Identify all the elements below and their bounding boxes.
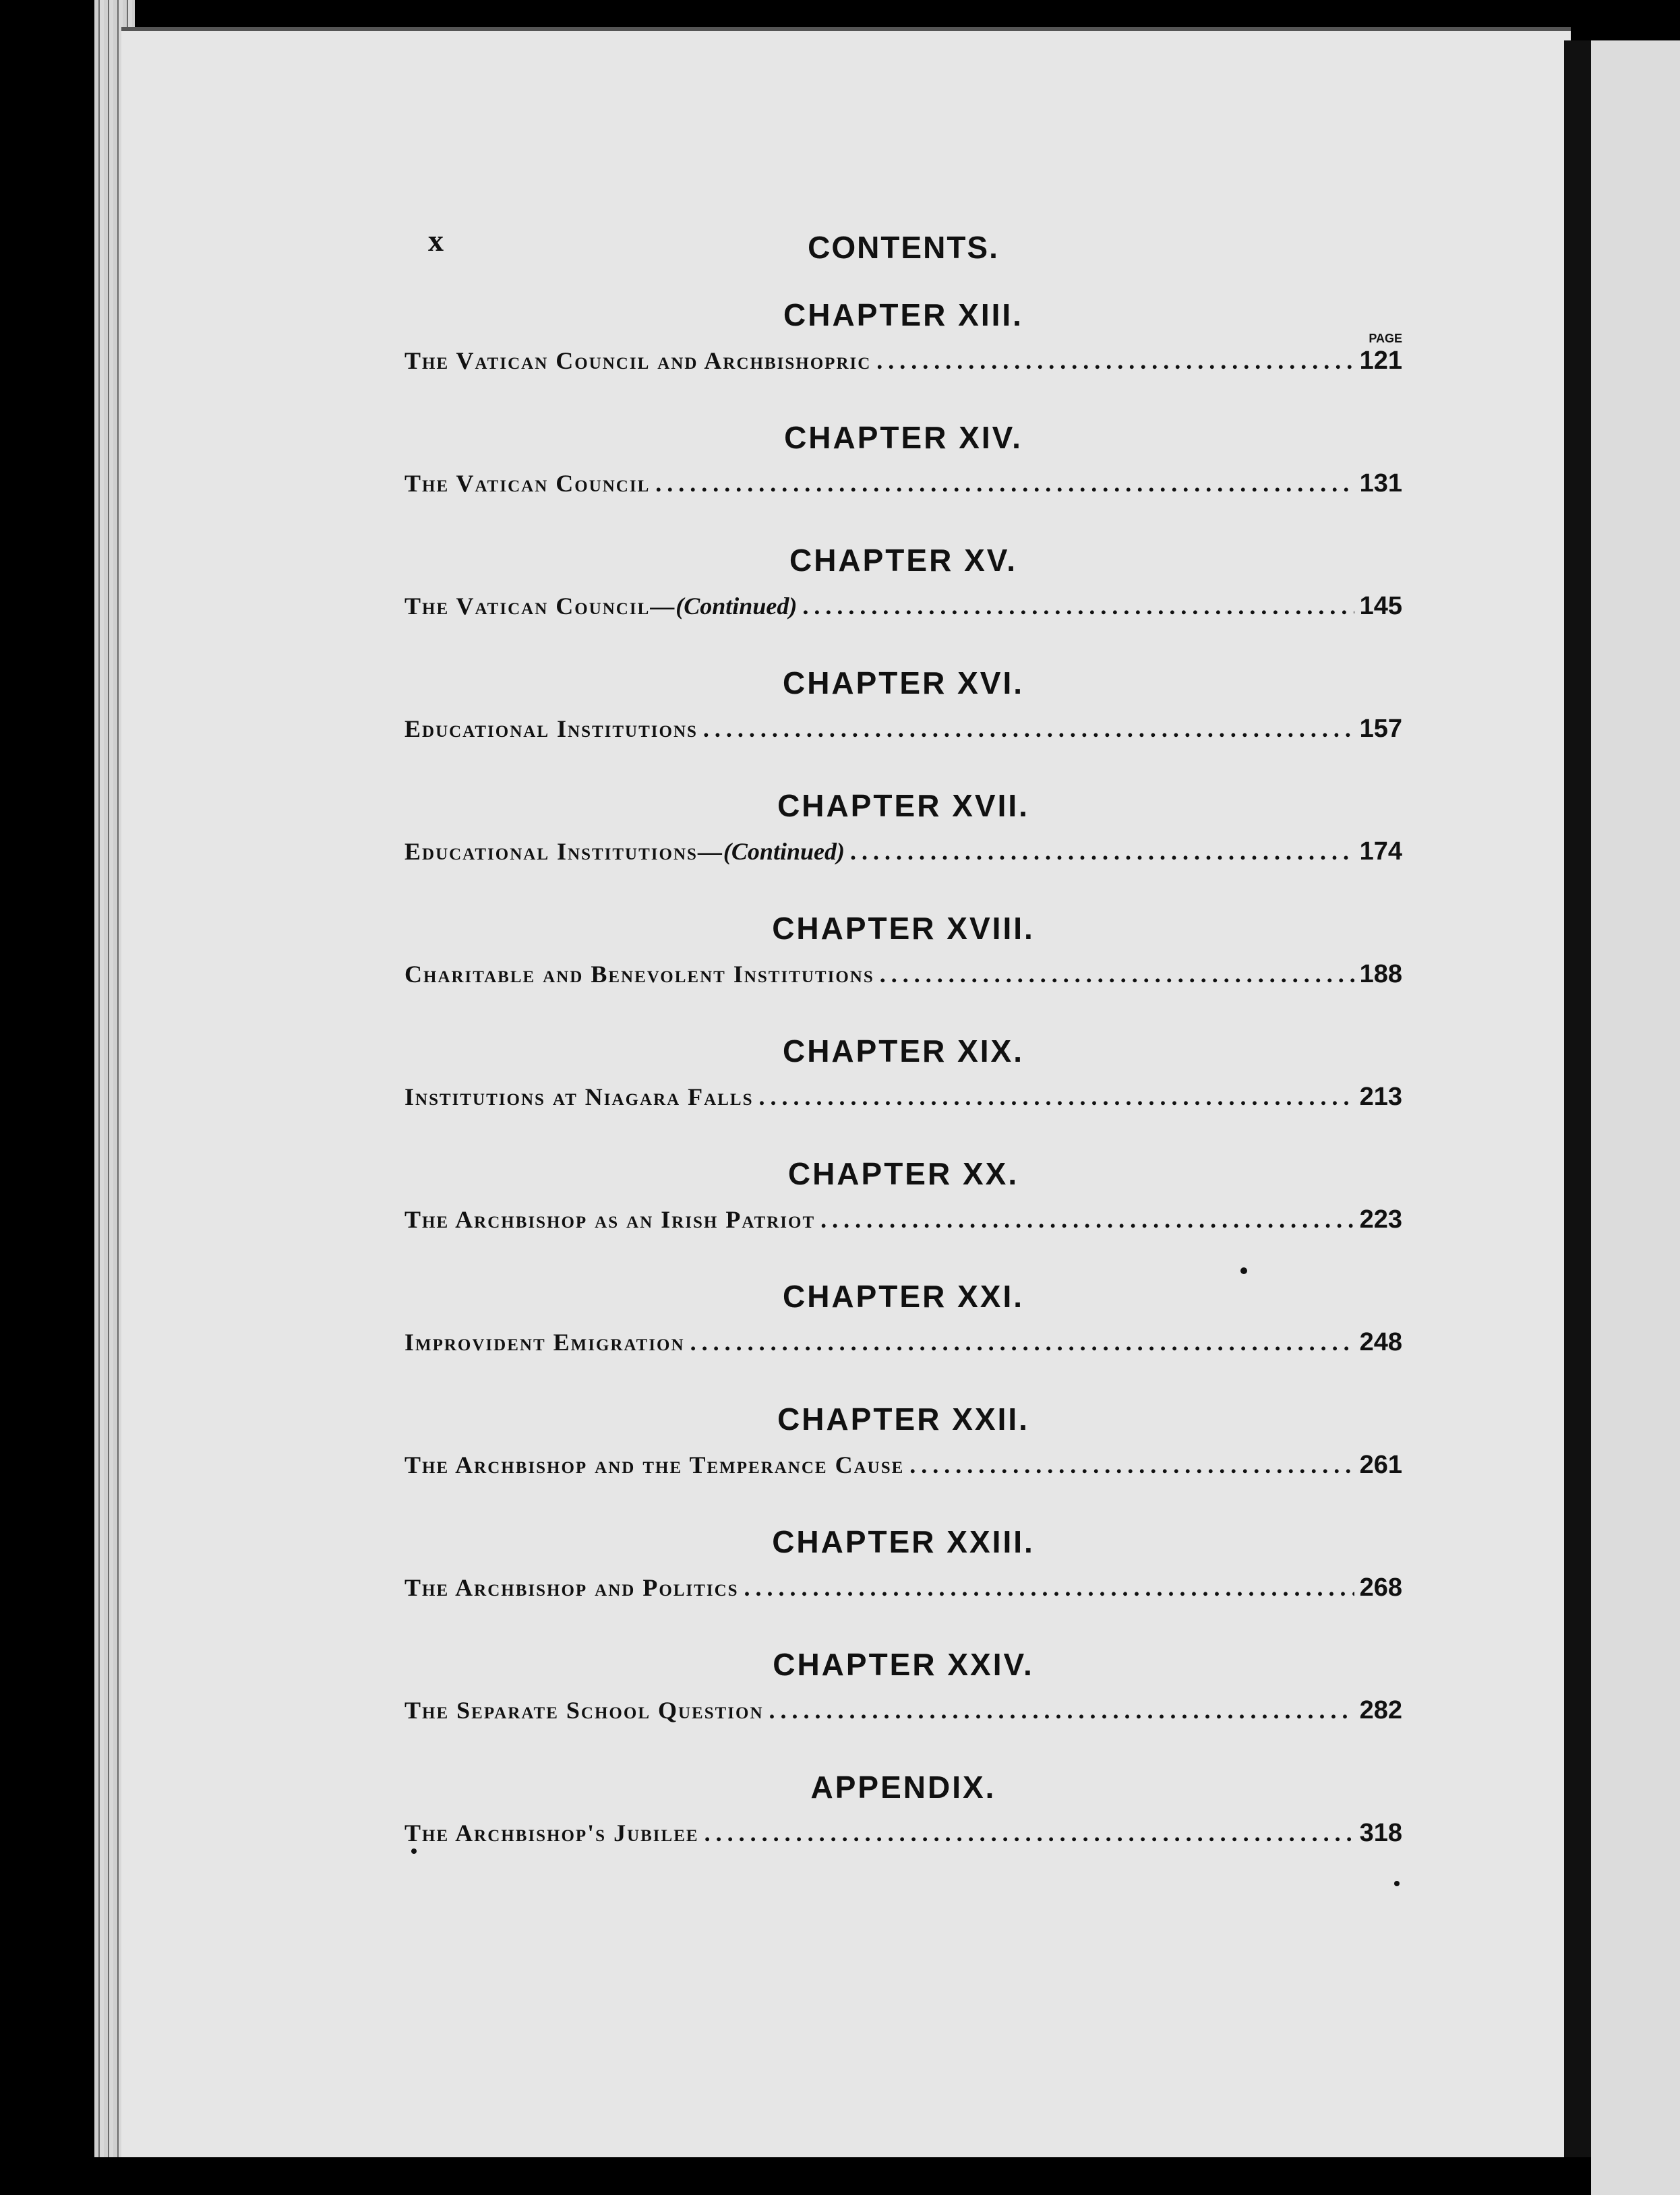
chapter-heading: CHAPTER XVI. bbox=[782, 665, 1025, 700]
toc-entry bbox=[404, 1033, 1402, 1155]
toc-entry bbox=[404, 1524, 1402, 1646]
toc-line bbox=[404, 1451, 1402, 1480]
running-title: CONTENTS. bbox=[808, 230, 999, 265]
toc-line bbox=[404, 592, 1402, 621]
toc-line bbox=[404, 1205, 1402, 1234]
page-reference: 145 bbox=[1359, 592, 1402, 620]
toc-line bbox=[404, 715, 1402, 744]
chapter-heading: CHAPTER XVII. bbox=[777, 788, 1029, 823]
chapter-title: The Archbishop and the Temperance Cause bbox=[404, 1451, 905, 1478]
page-reference: 318 bbox=[1359, 1819, 1402, 1847]
chapter-title: The Vatican Council bbox=[404, 470, 651, 497]
page-reference: 261 bbox=[1359, 1451, 1402, 1479]
dot-leader bbox=[690, 1328, 1354, 1356]
dot-leader bbox=[802, 592, 1354, 620]
page-reference: 248 bbox=[1359, 1328, 1402, 1356]
toc-line bbox=[404, 1696, 1402, 1725]
chapter-heading: CHAPTER XIII. bbox=[783, 297, 1023, 332]
toc-line bbox=[404, 1573, 1402, 1602]
dot-leader bbox=[820, 1205, 1354, 1234]
page-header bbox=[404, 216, 1402, 297]
toc-entry bbox=[404, 665, 1402, 787]
toc-entry-appendix bbox=[404, 1769, 1402, 1892]
page-reference: 268 bbox=[1359, 1573, 1402, 1602]
appendix-title: The Archbishop's Jubilee bbox=[404, 1820, 699, 1846]
toc-line bbox=[404, 1328, 1402, 1357]
chapter-heading: CHAPTER XV. bbox=[789, 543, 1018, 578]
chapter-heading: CHAPTER XIX. bbox=[782, 1033, 1025, 1069]
dot-leader bbox=[655, 469, 1354, 498]
chapter-title: Improvident Emigration bbox=[404, 1329, 685, 1356]
toc-entry bbox=[404, 1278, 1402, 1401]
chapter-title: The Archbishop and Politics bbox=[404, 1574, 739, 1601]
page-reference: 157 bbox=[1359, 715, 1402, 743]
toc-entry bbox=[404, 297, 1402, 419]
dot-leader bbox=[876, 347, 1354, 375]
chapter-heading: CHAPTER XXIV. bbox=[773, 1647, 1034, 1682]
dot-leader bbox=[758, 1083, 1354, 1111]
toc-entry bbox=[404, 910, 1402, 1033]
toc-line bbox=[404, 347, 1402, 375]
chapter-heading: CHAPTER XXIII. bbox=[772, 1524, 1035, 1559]
page-number: x bbox=[428, 223, 444, 258]
dot-leader bbox=[744, 1573, 1354, 1602]
page-reference: 213 bbox=[1359, 1083, 1402, 1111]
toc-entry bbox=[404, 1646, 1402, 1769]
toc-entry bbox=[404, 419, 1402, 542]
toc-entry bbox=[404, 1401, 1402, 1524]
chapter-heading: CHAPTER XX. bbox=[787, 1156, 1019, 1191]
page-reference: 174 bbox=[1359, 837, 1402, 866]
toc-line bbox=[404, 960, 1402, 989]
table-of-contents bbox=[404, 297, 1402, 1892]
appendix-heading: APPENDIX. bbox=[810, 1770, 996, 1805]
chapter-title: The Archbishop as an Irish Patriot bbox=[404, 1206, 816, 1233]
scan-border bbox=[0, 2157, 1591, 2195]
page-reference: 223 bbox=[1359, 1205, 1402, 1234]
book-gutter bbox=[1564, 40, 1591, 2157]
dot-leader bbox=[704, 1819, 1354, 1847]
toc-line bbox=[404, 469, 1402, 498]
chapter-heading: CHAPTER XVIII. bbox=[772, 911, 1035, 946]
chapter-title: The Separate School Question bbox=[404, 1697, 764, 1724]
chapter-heading: CHAPTER XIV. bbox=[784, 420, 1023, 455]
dot-leader bbox=[880, 960, 1354, 988]
chapter-title: Institutions at Niagara Falls bbox=[404, 1083, 754, 1110]
page-column-label: PAGE bbox=[1369, 332, 1402, 345]
chapter-title: The Vatican Council—(Continued) bbox=[404, 593, 798, 620]
page-reference: 188 bbox=[1359, 960, 1402, 988]
chapter-heading: CHAPTER XXI. bbox=[782, 1279, 1025, 1314]
chapter-title: Charitable and Benevolent Institutions bbox=[404, 961, 874, 988]
chapter-title: Educational Institutions—(Continued) bbox=[404, 838, 845, 865]
page-reference: 131 bbox=[1359, 469, 1402, 498]
chapter-title: The Vatican Council and Archbishopric bbox=[404, 347, 872, 374]
toc-entry bbox=[404, 542, 1402, 665]
dot-leader bbox=[909, 1451, 1354, 1479]
toc-entry bbox=[404, 787, 1402, 910]
dot-leader bbox=[769, 1696, 1354, 1724]
dot-leader bbox=[850, 837, 1354, 866]
chapter-title: Educational Institutions bbox=[404, 715, 698, 742]
dot-leader bbox=[703, 715, 1354, 743]
toc-line bbox=[404, 837, 1402, 866]
toc-entry bbox=[404, 1155, 1402, 1278]
toc-line bbox=[404, 1819, 1402, 1848]
page-reference: 121 bbox=[1359, 347, 1402, 375]
toc-line bbox=[404, 1083, 1402, 1112]
page-reference: 282 bbox=[1359, 1696, 1402, 1724]
contents-page bbox=[404, 216, 1402, 1892]
facing-page-edge bbox=[1591, 40, 1680, 2195]
chapter-heading: CHAPTER XXII. bbox=[777, 1402, 1029, 1437]
